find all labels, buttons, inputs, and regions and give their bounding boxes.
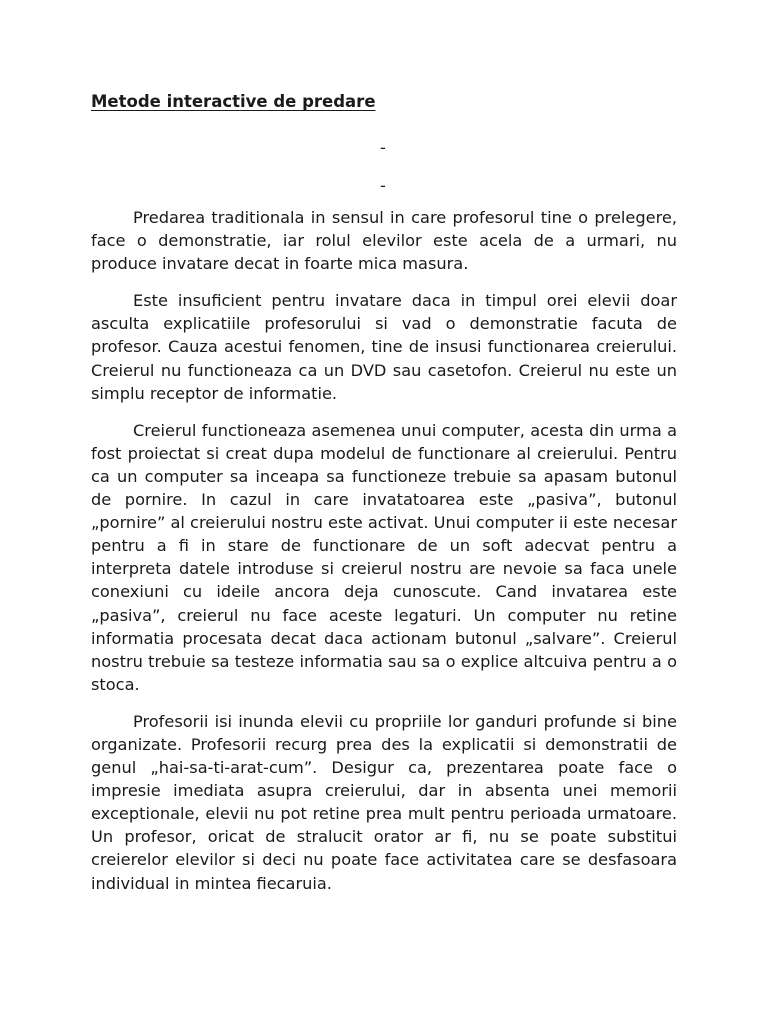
paragraph: Predarea traditionala in sensul in care profesorul tine o prelegere, face o demonstratie, iar rolul elevilor este acela de a urmari, nu produce invatare decat in foarte mica masura. xyxy=(91,208,677,274)
document-title: Metode interactive de predare xyxy=(91,92,376,111)
paragraph: Profesorii isi inunda elevii cu propriile lor ganduri profunde si bine organizate. Profesorii recurg prea des la explicatii si demonstratii de genul „hai-sa-ti-arat-cum”. Desigur ca, prezentarea poate face o impresie imediata asupra creierului, dar in absenta unei memorii exceptionale, elevii nu pot retine prea mult pentru perioada urmatoare. Un profesor, oricat de stralucit orator ar fi, nu se poate substitui creierelor elevilor si deci nu poate face activitatea care se desfasoara individual in mintea fiecaruia. xyxy=(91,711,677,893)
paragraph: Este insuficient pentru invatare daca in timpul orei elevii doar asculta explicatiile profesorului si vad o demonstratie facuta de profesor. Cauza acestui fenomen, tine de insusi functionarea creierului. Creierul nu functioneaza ca un DVD sau casetofon. Creierul nu este un simplu receptor de informatie. xyxy=(91,291,677,403)
paragraph: Creierul functioneaza asemenea unui computer, acesta din urma a fost proiectat si creat dupa modelul de functionare al creierului. Pentru ca un computer sa inceapa sa functioneze trebuie sa apasam butonul de pornire. In cazul in care invatatoarea este „pasiva”, butonul „pornire” al creierului nostru este activat. Unui computer ii este necesar pentru a fi in stare de functionare de un soft adecvat pentru a interpreta datele introduse si creierul nostru are nevoie sa faca unele conexiuni cu ideile ancora deja cunoscute. Cand invatarea este „pasiva”, creierul nu face aceste legaturi. Un computer nu retine informatia procesata decat daca actionam butonul „salvare”. Creierul nostru trebuie sa testeze informatia sau sa o explice altcuiva pentru a o stoca. xyxy=(91,420,677,694)
separator-dash: - xyxy=(380,176,386,195)
document-body xyxy=(91,206,677,909)
separator-dash: - xyxy=(380,138,386,157)
